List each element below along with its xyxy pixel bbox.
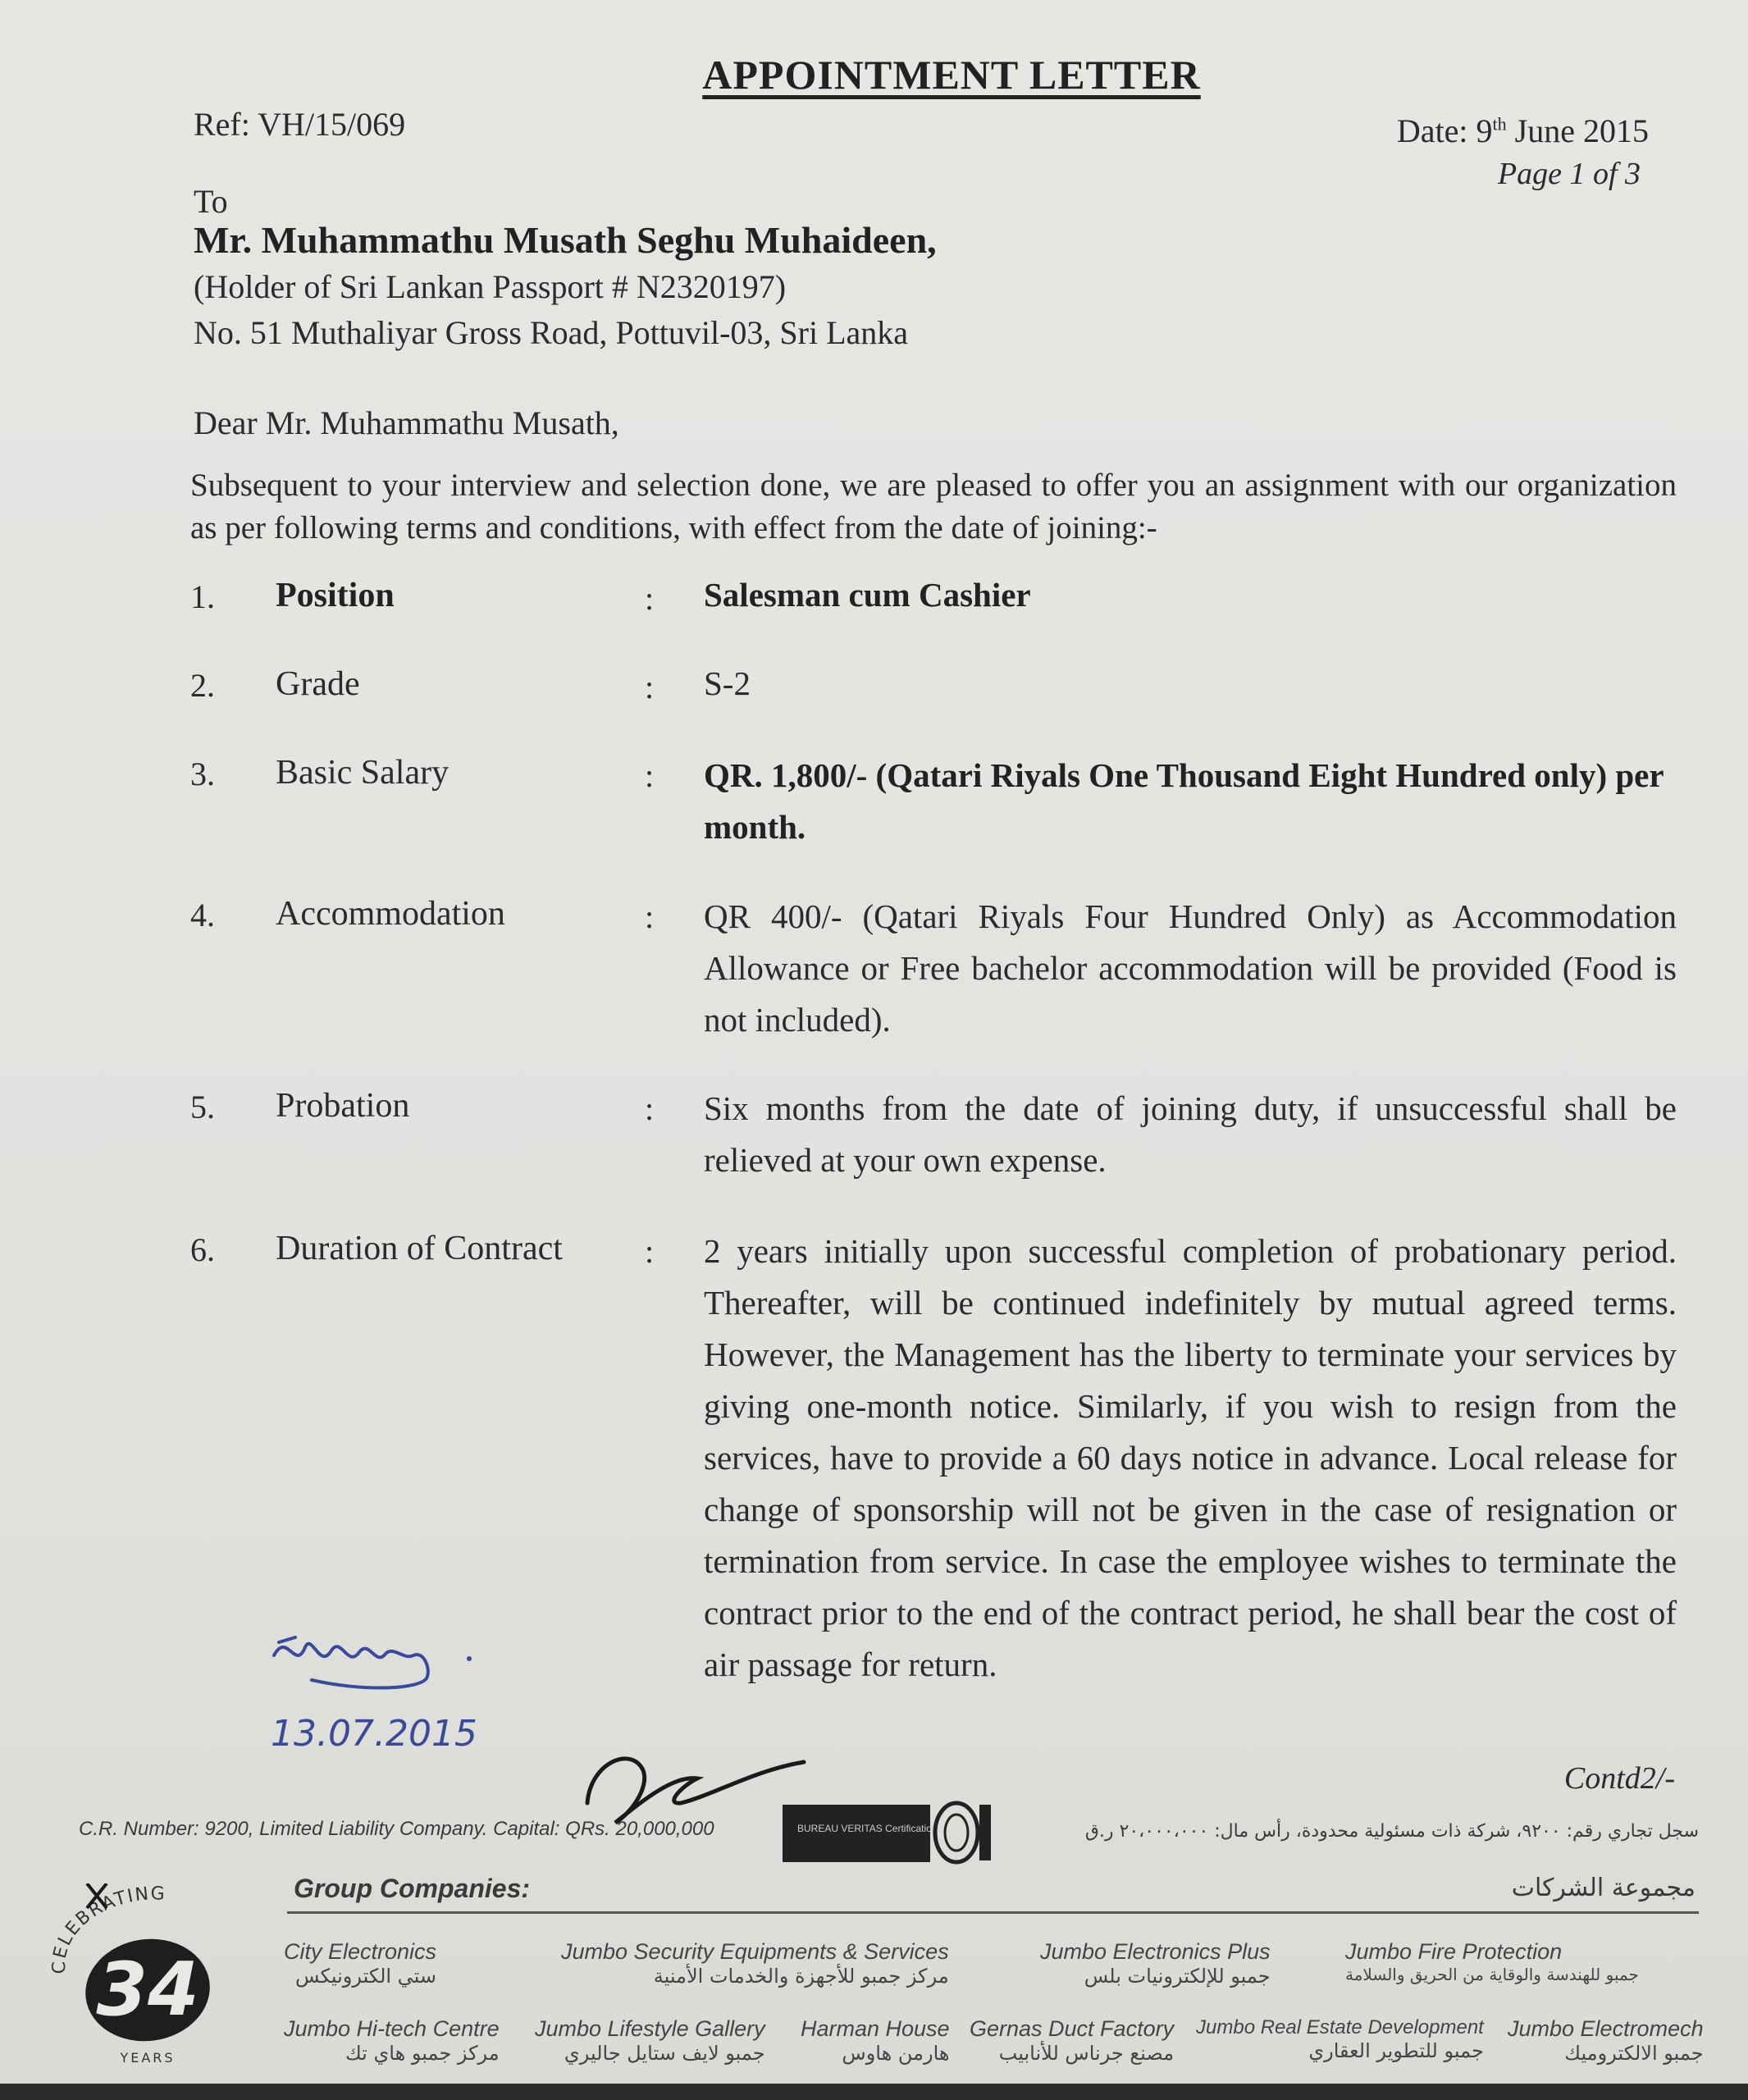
anniversary-emblem-icon	[41, 1883, 254, 2072]
term-label-accommodation: Accommodation	[276, 895, 505, 933]
recipient-passport: (Holder of Sri Lankan Passport # N2320197)	[194, 268, 787, 305]
company-name-arabic: جمبو لايف ستايل جاليري	[564, 2042, 765, 2065]
term-colon: :	[645, 1090, 655, 1127]
term-number: 5.	[190, 1089, 215, 1125]
company-entry	[1508, 2016, 1704, 2065]
company-name-arabic: جمبو الالكتروميك	[1564, 2042, 1704, 2065]
company-name: Jumbo Lifestyle Gallery	[535, 2016, 765, 2041]
company-entry	[1345, 1939, 1639, 1984]
emblem-top-text: CELEBRATING	[48, 1883, 167, 1974]
company-name-arabic: جمبو للهندسة والوقاية من الحريق والسلامة	[1345, 1965, 1639, 1984]
company-entry	[284, 1939, 436, 1988]
company-entry	[284, 2016, 500, 2065]
certification-seal-icon	[932, 1798, 993, 1867]
term-label-position: Position	[276, 577, 395, 614]
to-label: To	[194, 183, 228, 220]
company-name-arabic: مركز جمبو هاي تك	[345, 2042, 500, 2065]
term-value-basic-salary: QR. 1,800/- (Qatari Riyals One Thousand Eight Hundred only) per month.	[704, 756, 1664, 846]
reference-number: Ref: VH/15/069	[194, 106, 406, 143]
term-value-probation: Six months from the date of joining duty, if unsuccessful shall be relieved at your own expense.	[704, 1089, 1677, 1179]
company-name: Jumbo Fire Protection	[1345, 1939, 1563, 1964]
group-companies-title-arabic: مجموعة الشركات	[1511, 1874, 1696, 1902]
company-name: Jumbo Hi-tech Centre	[284, 2016, 500, 2041]
certification-label: BUREAU VERITAS Certification	[797, 1823, 938, 1834]
date-suffix: June 2015	[1506, 112, 1649, 149]
emblem-bottom-text: YEARS	[120, 2050, 176, 2066]
continued-note: Contd2/-	[1563, 1761, 1675, 1796]
term-colon: :	[645, 898, 655, 935]
term-label-grade: Grade	[276, 665, 360, 703]
group-companies-title: Group Companies:	[294, 1874, 531, 1903]
date-ordinal: th	[1492, 113, 1507, 135]
term-label-basic-salary: Basic Salary	[276, 754, 450, 792]
date-prefix: Date: 9	[1396, 112, 1493, 149]
company-entry	[1040, 1939, 1271, 1988]
letter-date	[1397, 112, 1649, 150]
company-name: Harman House	[801, 2016, 950, 2041]
company-name-arabic: ستي الكترونيكس	[294, 1965, 437, 1988]
company-entry	[970, 2016, 1174, 2065]
term-number: 6.	[190, 1231, 215, 1268]
term-value-duration: 2 years initially upon successful completion of probationary period. Thereafter, will be continued indefinitely by mutual agreed terms. However, the Management has the liberty to terminate your services by giving one-month notice. Similarly, if you wish to resign from the services, have to provide a 60 days notice in advance. Local release for change of sponsorship will not be given in the case of resignation or termination from service. In case the employee wishes to terminate the contract prior to the end of the contract period, he shall bear the cost of air passage for return.	[704, 1232, 1677, 1683]
term-label-duration: Duration of Contract	[276, 1230, 563, 1267]
company-name-arabic: جمبو للإلكترونيات بلس	[1084, 1965, 1271, 1988]
term-colon: :	[645, 1233, 655, 1270]
company-name: Jumbo Real Estate Development	[1196, 2016, 1484, 2038]
company-name: Gernas Duct Factory	[970, 2016, 1175, 2041]
company-entry	[561, 1939, 949, 1988]
divider	[287, 1911, 1699, 1914]
page-number: Page 1 of 3	[1497, 157, 1641, 191]
company-name: Jumbo Electronics Plus	[1040, 1939, 1271, 1964]
letter-title: APPOINTMENT LETTER	[702, 52, 1201, 98]
cr-number-text-arabic: سجل تجاري رقم: ٩٢٠٠، شركة ذات مسئولية محدودة، رأس مال: ٢٠،٠٠٠،٠٠٠ ر.ق	[1084, 1821, 1699, 1842]
term-colon: :	[645, 669, 655, 705]
handwritten-date: 13.07.2015	[271, 1713, 477, 1755]
recipient-name: Mr. Muhammathu Musath Seghu Muhaideen,	[194, 219, 937, 261]
term-value-grade: S-2	[704, 664, 751, 702]
company-entry	[1196, 2016, 1484, 2062]
salutation: Dear Mr. Muhammathu Musath,	[194, 404, 619, 441]
cr-number-text: C.R. Number: 9200, Limited Liability Company. Capital: QRs. 20,000,000	[79, 1818, 714, 1840]
company-entry	[535, 2016, 765, 2065]
company-entry	[801, 2016, 950, 2065]
company-name: Jumbo Electromech	[1508, 2016, 1704, 2041]
company-name-arabic: هارمن هاوس	[842, 2042, 950, 2065]
company-name-arabic: جمبو للتطوير العقاري	[1308, 2039, 1484, 2062]
term-label-probation: Probation	[276, 1087, 410, 1125]
term-number: 2.	[190, 667, 215, 704]
term-number: 1.	[190, 578, 215, 615]
term-number: 3.	[190, 756, 215, 792]
company-name-arabic: مركز جمبو للأجهزة والخدمات الأمنية	[653, 1965, 949, 1988]
emblem-number: 34	[96, 1947, 199, 2033]
term-value-position: Salesman cum Cashier	[704, 576, 1031, 614]
company-name-arabic: مصنع جرناس للأنابيب	[998, 2042, 1175, 2065]
handwritten-initials	[262, 1623, 525, 1762]
term-colon: :	[645, 757, 655, 794]
bottom-edge	[0, 2084, 1748, 2100]
intro-paragraph: Subsequent to your interview and selection done, we are pleased to offer you an assignment with our organization as per following terms and conditions, with effect from the date of joining:-	[190, 468, 1677, 546]
recipient-address: No. 51 Muthaliyar Gross Road, Pottuvil-03, Sri Lanka	[194, 314, 909, 351]
term-value-accommodation: QR 400/- (Qatari Riyals Four Hundred Only) as Accommodation Allowance or Free bachelor accommodation will be provided (Food is not included).	[704, 897, 1677, 1039]
company-name: Jumbo Security Equipments & Services	[561, 1939, 949, 1964]
company-name: City Electronics	[284, 1939, 437, 1964]
term-colon: :	[645, 580, 655, 617]
term-number: 4.	[190, 897, 215, 934]
